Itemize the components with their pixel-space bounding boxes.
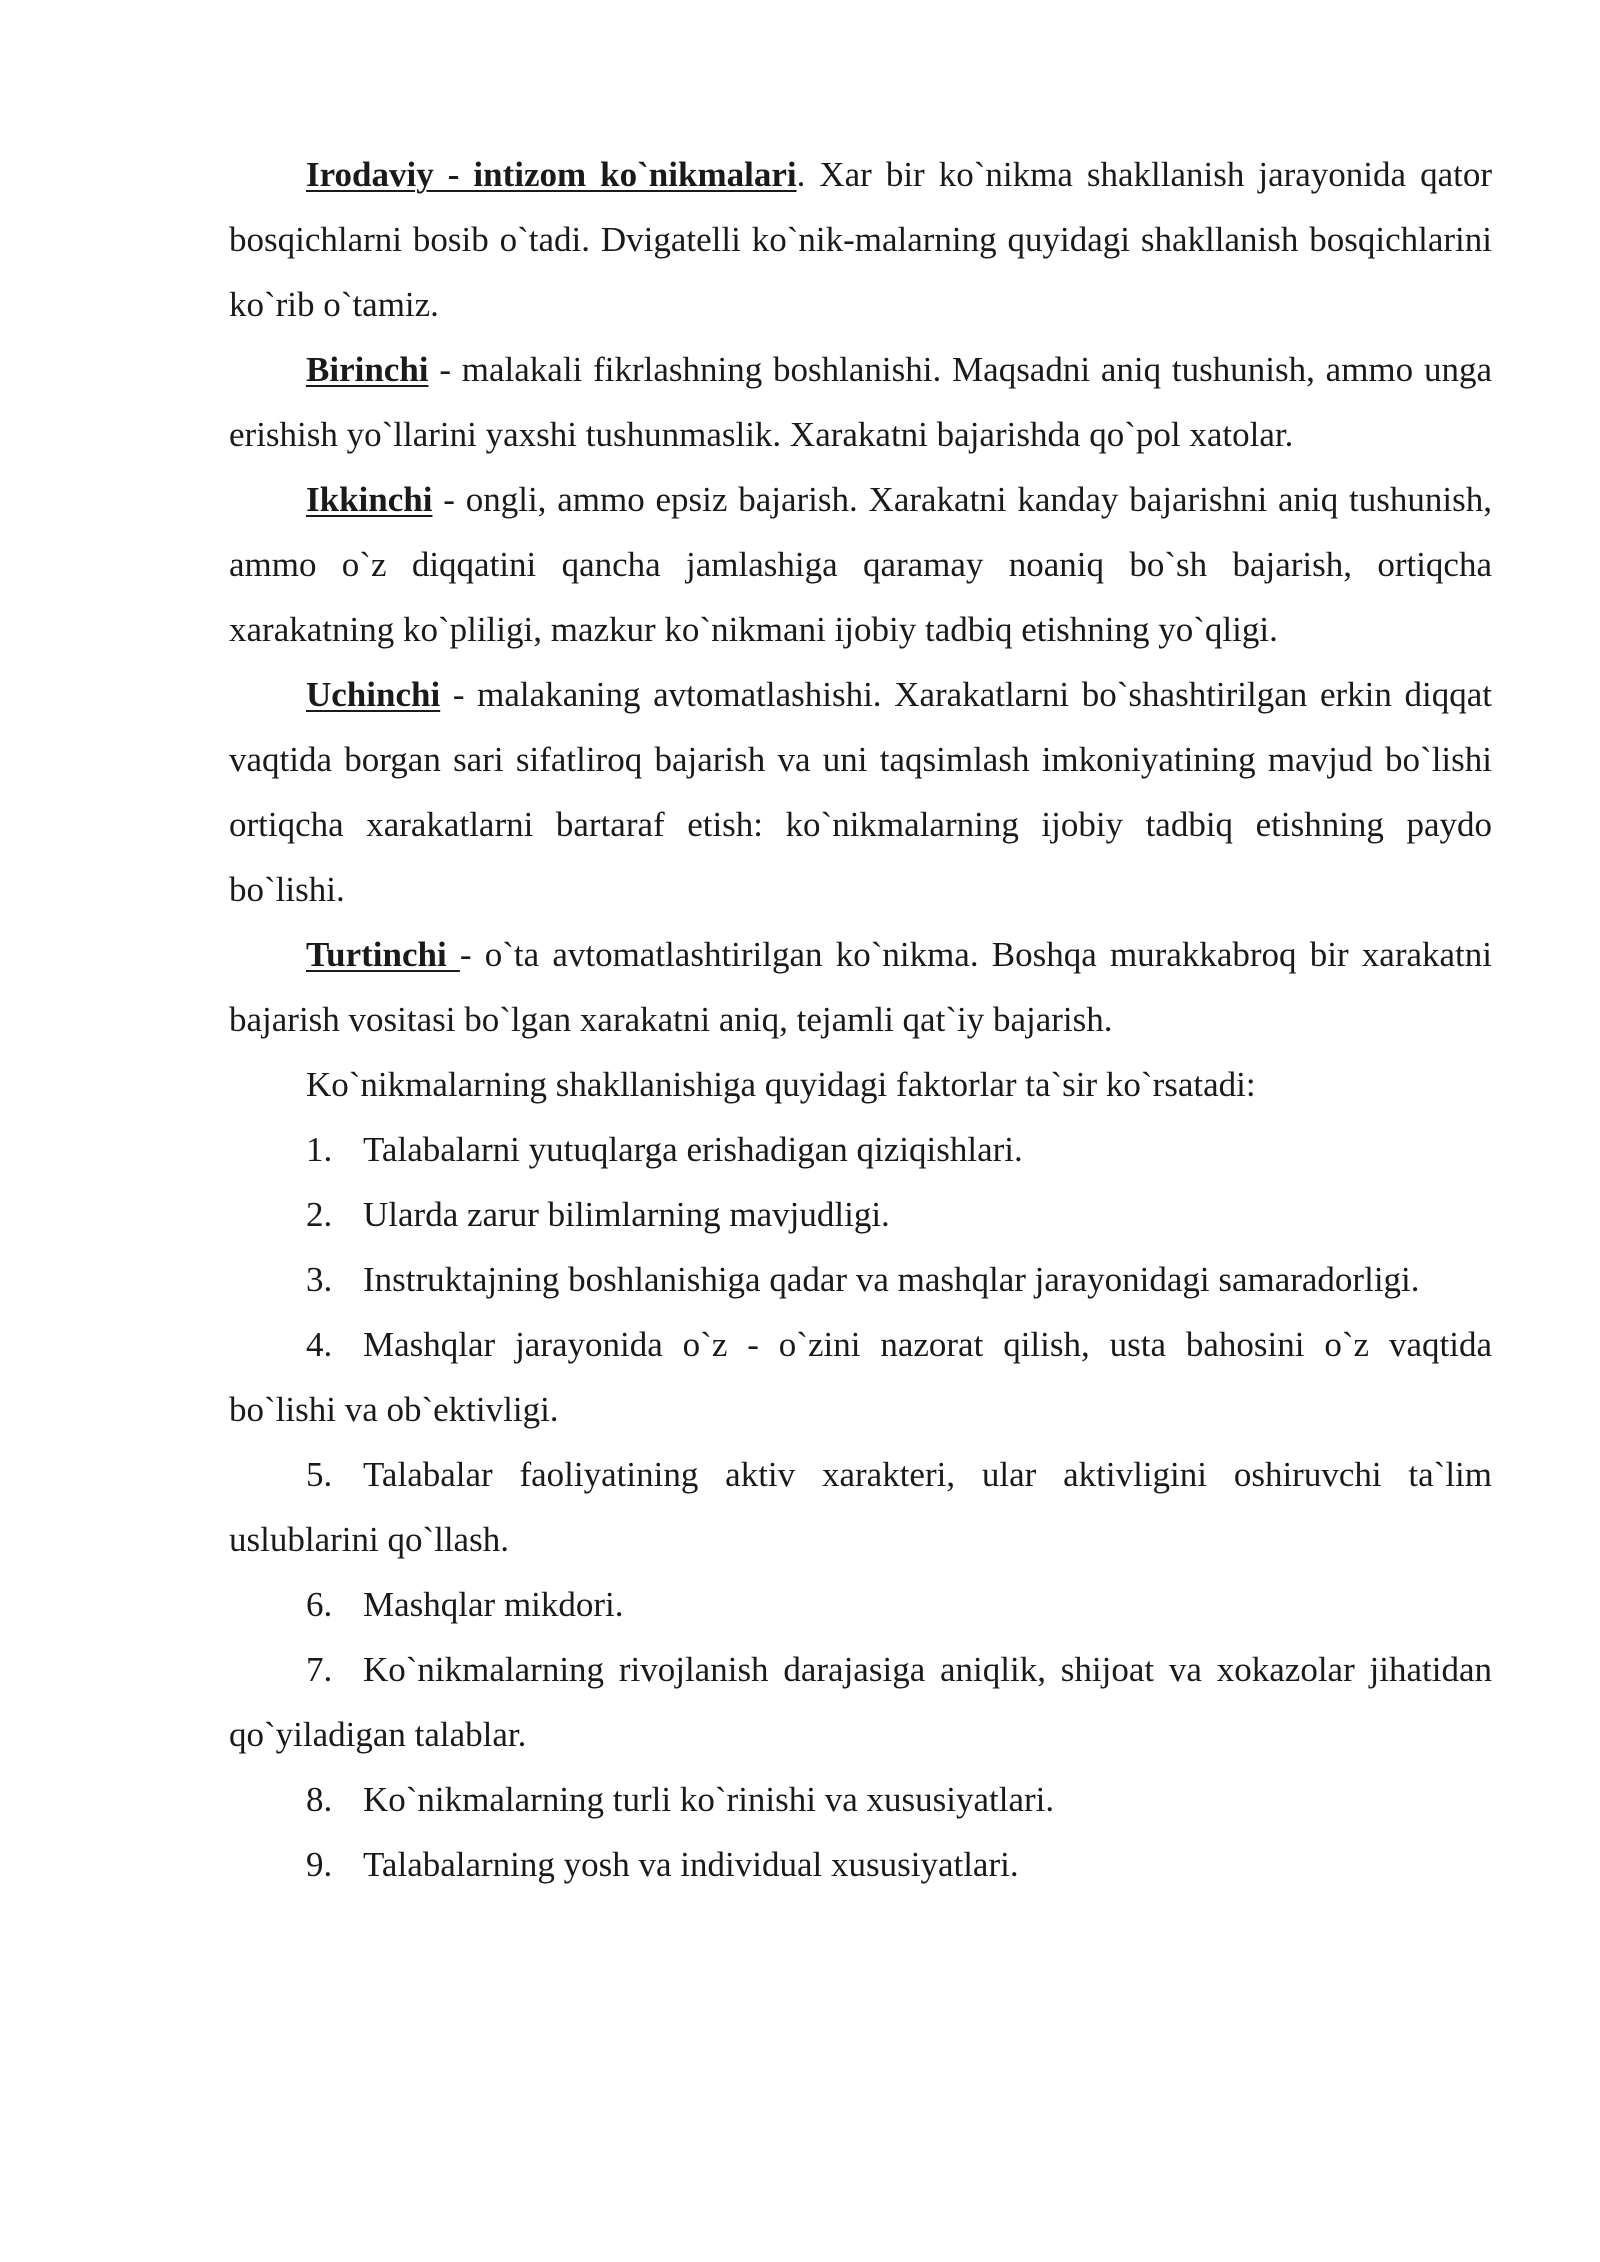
factor-text: Ularda zarur bilimlarning mavjudligi. [363,1195,890,1234]
paragraph-text: - o`ta avtomatlashtirilgan ko`nikma. Boshqa murakkabroq bir xarakatni bajarish vositasi bo`lgan xarakatni aniq, tejamli qat`iy bajarish. [229,935,1493,1039]
factor-text: Instruktajning boshlanishiga qadar va mashqlar jarayonidagi samaradorligi. [363,1260,1420,1299]
term-uchinchi: Uchinchi [306,675,441,714]
factor-item [229,1637,1492,1767]
factor-text: Ko`nikmalarning rivojlanish darajasiga aniqlik, shijoat va xokazolar jihatidan qo`yiladigan talablar. [229,1650,1492,1754]
factor-item [229,1182,1492,1247]
paragraph-text: . Xar bir ko`nikma shakllanish jarayonida qator bosqichlarni bosib o`tadi. Dvigatelli ko`nik-malarning quyidagi shakllanish bosqichlarini ko`rib o`tamiz. [229,155,1492,324]
factor-text: Talabalar faoliyatining aktiv xarakteri, ular aktivligini oshiruvchi ta`lim uslublarini qo`llash. [229,1455,1492,1559]
paragraph-irodaviy [229,142,1492,337]
factor-number: 6. [306,1585,333,1624]
term-birinchi: Birinchi [306,350,429,389]
factor-number: 5. [306,1455,333,1494]
factor-number: 3. [306,1260,333,1299]
factor-number: 4. [306,1325,333,1364]
term-turtinchi: Turtinchi [306,935,460,974]
paragraph-turtinchi [229,922,1492,1052]
factor-number: 1. [306,1130,333,1169]
paragraph-birinchi [229,337,1492,467]
factor-item [229,1442,1492,1572]
term-ikkinchi: Ikkinchi [306,480,433,519]
factor-number: 2. [306,1195,333,1234]
term-irodaviy: Irodaviy - intizom ko`nikmalari [306,155,797,194]
document-body [229,142,1492,1897]
paragraph-text: - malakaning avtomatlashishi. Xarakatlarni bo`shashtirilgan erkin diqqat vaqtida borgan sari sifatliroq bajarish va uni taqsimlash imkoniyatining mavjud bo`lishi ortiqcha xarakatlarni bartaraf etish: ko`nikmalarning ijobiy tadbiq etishning paydo bo`lishi. [229,675,1492,909]
factor-item [229,1572,1492,1637]
factor-item [229,1117,1492,1182]
paragraph-ikkinchi [229,467,1492,662]
paragraph-text: - malakali fikrlashning boshlanishi. Maqsadni aniq tushunish, ammo unga erishish yo`llarini yaxshi tushunmaslik. Xarakatni bajarishda qo`pol xatolar. [229,350,1492,454]
factor-text: Mashqlar mikdori. [363,1585,624,1624]
factor-text: Mashqlar jarayonida o`z - o`zini nazorat qilish, usta bahosini o`z vaqtida bo`lishi va ob`ektivligi. [229,1325,1492,1429]
factors-intro: Ko`nikmalarning shakllanishiga quyidagi faktorlar ta`sir ko`rsatadi: [306,1065,1256,1104]
factor-text: Talabalarning yosh va individual xususiyatlari. [363,1845,1019,1884]
factor-item [229,1312,1492,1442]
factor-item [229,1247,1492,1312]
paragraph-text: - ongli, ammo epsiz bajarish. Xarakatni kanday bajarishni aniq tushunish, ammo o`z diqqatini qancha jamlashiga qaramay noaniq bo`sh bajarish, ortiqcha xarakatning ko`pliligi, mazkur ko`nikmani ijobiy tadbiq etishning yo`qligi. [229,480,1492,649]
factor-item [229,1832,1492,1897]
factor-text: Ko`nikmalarning turli ko`rinishi va xususiyatlari. [363,1780,1055,1819]
factor-item [229,1767,1492,1832]
paragraph-uchinchi [229,662,1492,922]
factor-text: Talabalarni yutuqlarga erishadigan qiziqishlari. [363,1130,1023,1169]
factor-number: 7. [306,1650,333,1689]
factor-number: 8. [306,1780,333,1819]
factor-number: 9. [306,1845,333,1884]
